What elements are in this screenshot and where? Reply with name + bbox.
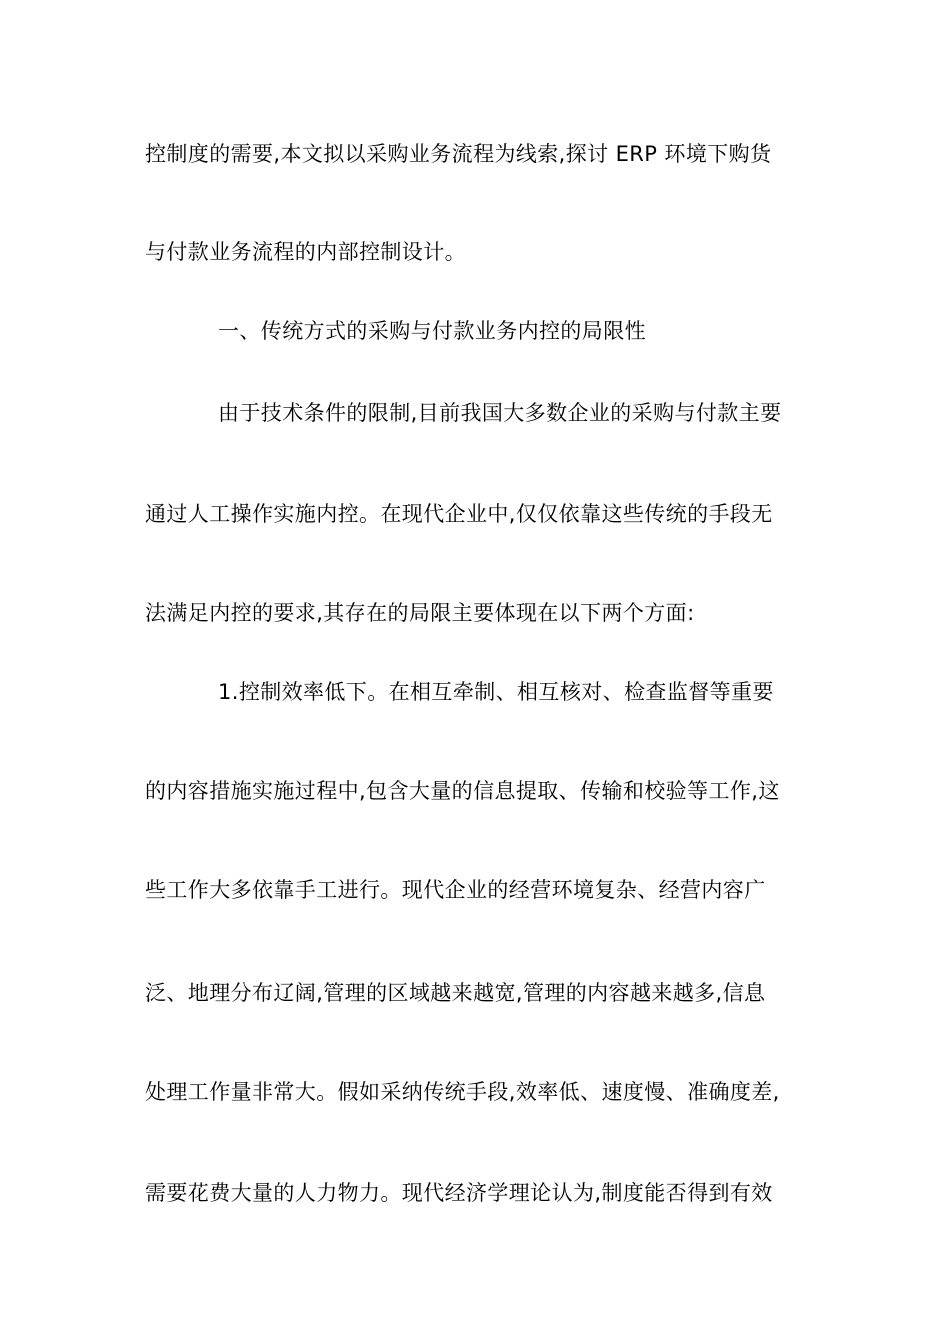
paragraph-line: 需要花费大量的人力物力。现代经济学理论认为,制度能否得到有效 xyxy=(145,1181,773,1205)
paragraph-line: 泛、地理分布辽阔,管理的区域越来越宽,管理的内容越来越多,信息 xyxy=(145,981,766,1005)
paragraph-line: 些工作大多依靠手工进行。现代企业的经营环境复杂、经营内容广 xyxy=(145,878,766,902)
paragraph-line: 的内容措施实施过程中,包含大量的信息提取、传输和校验等工作,这 xyxy=(145,779,780,803)
list-item-line: 1.控制效率低下。在相互牵制、相互核对、检查监督等重要 xyxy=(218,680,774,704)
paragraph-line: 控制度的需要,本文拟以采购业务流程为线索,探讨 ERP 环境下购货 xyxy=(145,142,772,166)
paragraph-line: 与付款业务流程的内部控制设计。 xyxy=(145,240,466,264)
section-heading: 一、传统方式的采购与付款业务内控的局限性 xyxy=(218,319,646,343)
paragraph-line: 法满足内控的要求,其存在的局限主要体现在以下两个方面: xyxy=(145,601,695,625)
paragraph-line: 通过人工操作实施内控。在现代企业中,仅仅依靠这些传统的手段无 xyxy=(145,502,773,526)
paragraph-line: 由于技术条件的限制,目前我国大多数企业的采购与付款主要 xyxy=(218,401,782,425)
paragraph-line: 处理工作量非常大。假如采纳传统手段,效率低、速度慢、准确度差, xyxy=(145,1080,780,1104)
